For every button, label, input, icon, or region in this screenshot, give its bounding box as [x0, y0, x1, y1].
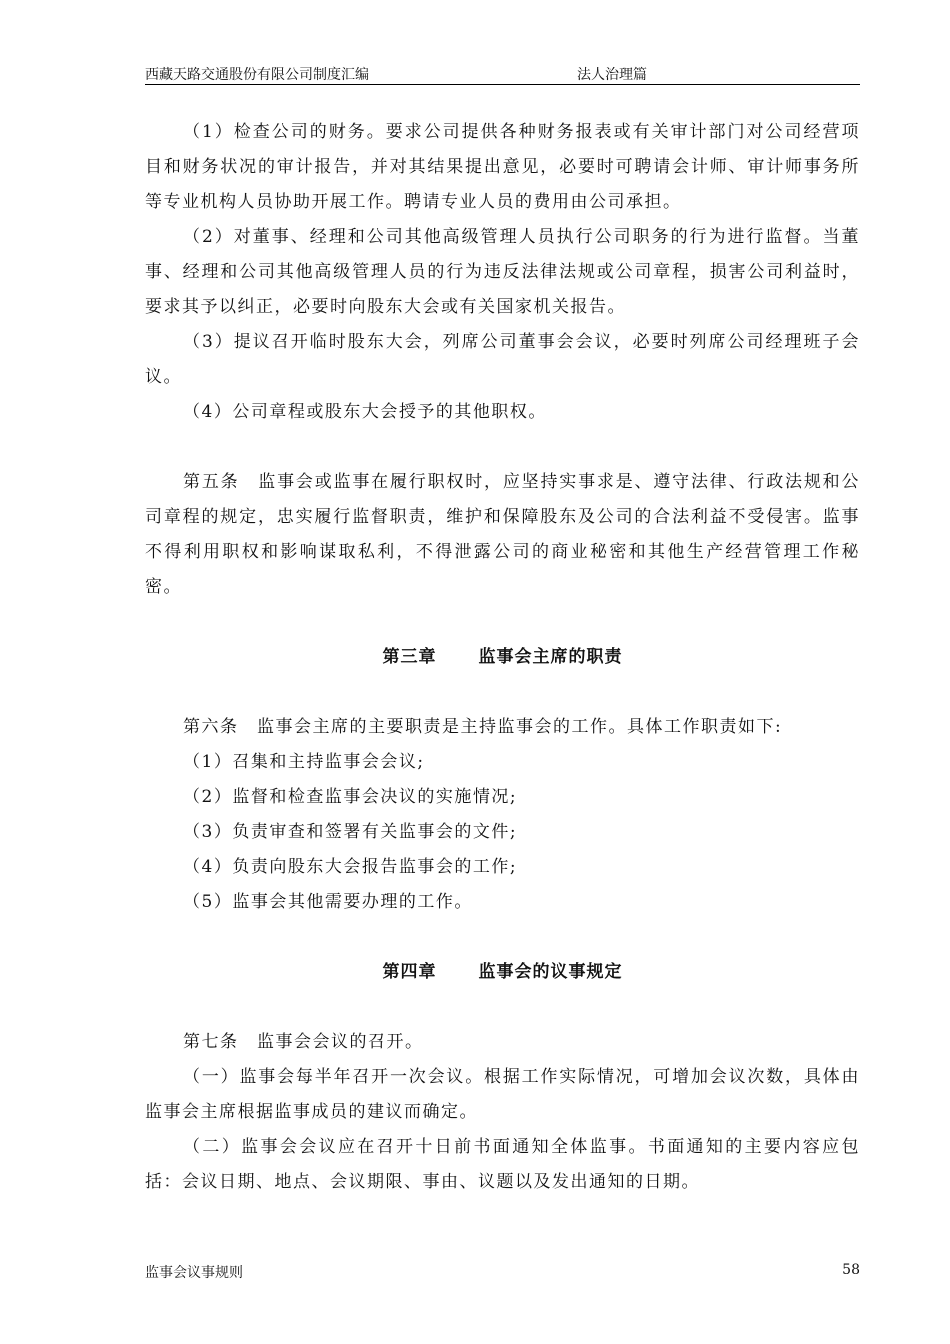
- article-6-item: （2）监督和检查监事会决议的实施情况;: [183, 787, 518, 807]
- paragraph-item-3: （3）提议召开临时股东大会，列席公司董事会会议，必要时列席公司经理班子会议。: [145, 332, 860, 387]
- spacer: [145, 920, 860, 955]
- spacer: [145, 990, 860, 1025]
- chapter-4-number: 第四章: [382, 962, 437, 982]
- article-6: 第六条 监事会主席的主要职责是主持监事会的工作。具体工作职责如下:: [183, 717, 783, 737]
- page-header: [145, 62, 860, 85]
- header-left-title: 西藏天路交通股份有限公司制度汇编: [145, 67, 369, 83]
- article-5: 第五条 监事会或监事在履行职权时，应坚持实事求是、遵守法律、行政法规和公司章程的规定，忠实履行监督职责，维护和保障股东及公司的合法利益不受侵害。监事不得利用职权和影响谋取私利，不得泄露公司的商业秘密和其他生产经营管理工作秘密。: [145, 472, 860, 597]
- chapter-3-heading: [145, 640, 860, 675]
- article-6-item: （5）监事会其他需要办理的工作。: [183, 892, 473, 912]
- chapter-3-number: 第三章: [382, 647, 437, 667]
- article-6-item: （4）负责向股东大会报告监事会的工作;: [183, 857, 518, 877]
- paragraph-item-4: （4）公司章程或股东大会授予的其他职权。: [183, 402, 547, 422]
- header-section-title: 法人治理篇: [577, 67, 647, 83]
- spacer: [145, 605, 860, 640]
- article-7-clause-2: （二）监事会会议应在召开十日前书面通知全体监事。书面通知的主要内容应包括：会议日期、地点、会议期限、事由、议题以及发出通知的日期。: [145, 1137, 860, 1192]
- page-number: 58: [842, 1262, 860, 1278]
- chapter-4-heading: [145, 955, 860, 990]
- chapter-4-title: 监事会的议事规定: [478, 962, 623, 982]
- footer-doc-title: 监事会议事规则: [145, 1265, 243, 1281]
- article-6-item: （1）召集和主持监事会会议;: [183, 752, 425, 772]
- chapter-3-title: 监事会主席的职责: [478, 647, 623, 667]
- spacer: [145, 430, 860, 465]
- paragraph-item-1: （1）检查公司的财务。要求公司提供各种财务报表或有关审计部门对公司经营项目和财务状况的审计报告，并对其结果提出意见，必要时可聘请会计师、审计师事务所等专业机构人员协助开展工作。聘请专业人员的费用由公司承担。: [145, 122, 860, 212]
- article-7-clause-1: （一）监事会每半年召开一次会议。根据工作实际情况，可增加会议次数，具体由监事会主席根据监事成员的建议而确定。: [145, 1067, 860, 1122]
- document-body: [145, 115, 860, 1200]
- paragraph-item-2: （2）对董事、经理和公司其他高级管理人员执行公司职务的行为进行监督。当董事、经理和公司其他高级管理人员的行为违反法律法规或公司章程，损害公司利益时，要求其予以纠正，必要时向股东大会或有关国家机关报告。: [145, 227, 860, 317]
- article-7: 第七条 监事会会议的召开。: [183, 1032, 424, 1052]
- article-6-item: （3）负责审查和签署有关监事会的文件;: [183, 822, 518, 842]
- spacer: [145, 675, 860, 710]
